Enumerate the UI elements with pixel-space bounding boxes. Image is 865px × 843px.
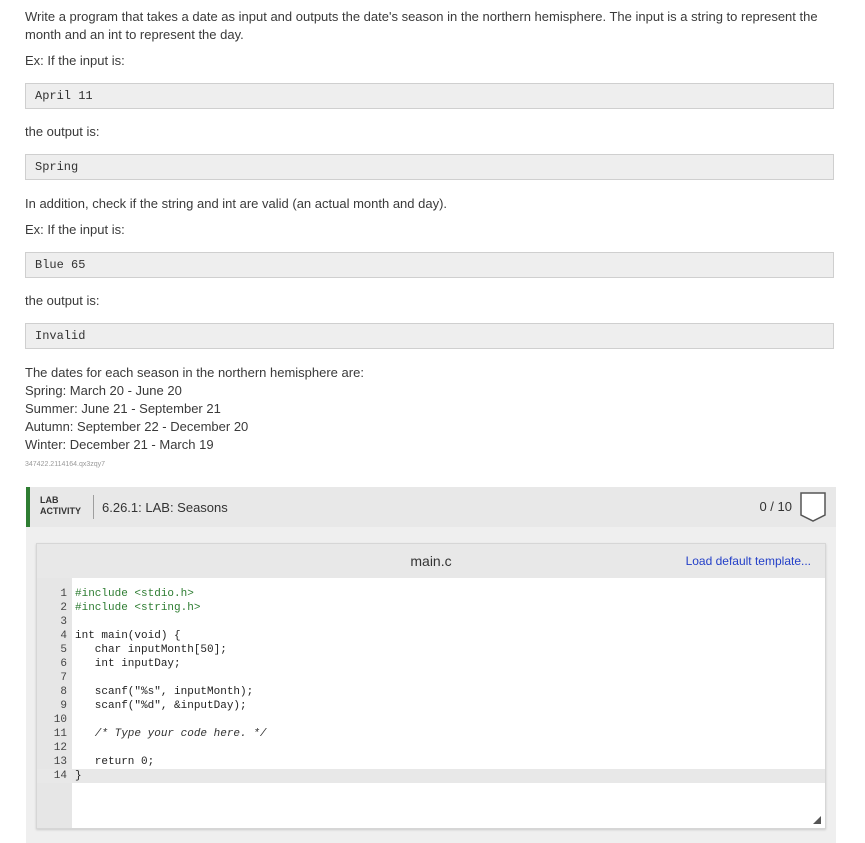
- example-1-output: Spring: [25, 154, 834, 180]
- file-name: main.c: [410, 553, 452, 569]
- code-line[interactable]: [37, 685, 825, 699]
- line-number: 12: [53, 742, 67, 754]
- example-1-output-label: the output is:: [25, 124, 100, 139]
- line-number: 3: [60, 616, 67, 628]
- code-line[interactable]: [37, 741, 825, 755]
- lab-header: [26, 487, 836, 527]
- code-text: char inputMonth[50];: [75, 644, 227, 656]
- code-text: scanf("%d", &inputDay);: [75, 700, 247, 712]
- score-badge-icon: [800, 492, 826, 522]
- code-line[interactable]: [37, 643, 825, 657]
- resize-handle-icon[interactable]: [813, 816, 821, 824]
- code-line[interactable]: [37, 657, 825, 671]
- lab-activity: [26, 487, 836, 843]
- code-line-active[interactable]: [37, 769, 825, 783]
- lab-activity-tag: [40, 495, 81, 517]
- lab-score: 0 / 10: [759, 499, 792, 514]
- intro-line-2: month and an int to represent the day.: [25, 27, 244, 42]
- lab-tag-line-2: ACTIVITY: [40, 506, 82, 516]
- example-2-output: Invalid: [25, 323, 834, 349]
- code-text: return 0;: [75, 756, 155, 768]
- code-line[interactable]: [37, 699, 825, 713]
- line-number: 13: [53, 756, 67, 768]
- line-number: 1: [60, 588, 67, 600]
- line-number: 4: [60, 630, 67, 642]
- line-number: 7: [60, 672, 67, 684]
- validity-text: In addition, check if the string and int are valid (an actual month and day).: [25, 196, 448, 211]
- example-2-input: Blue 65: [25, 252, 834, 278]
- code-line[interactable]: [37, 671, 825, 685]
- code-comment: /* Type your code here. */: [75, 728, 267, 740]
- seasons-block: [25, 364, 835, 454]
- example-2-output-label: the output is:: [25, 293, 100, 308]
- line-number: 2: [60, 602, 67, 614]
- line-number: 14: [53, 770, 67, 782]
- code-line[interactable]: [37, 615, 825, 629]
- example-1-label: Ex: If the input is:: [25, 53, 125, 68]
- code-lines[interactable]: [37, 587, 825, 783]
- code-line[interactable]: [37, 713, 825, 727]
- code-line[interactable]: [37, 727, 825, 741]
- load-default-template-link[interactable]: Load default template...: [685, 554, 811, 568]
- season-autumn: Autumn: September 22 - December 20: [25, 419, 249, 434]
- code-text: #include <string.h>: [75, 602, 201, 614]
- season-winter: Winter: December 21 - March 19: [25, 437, 214, 452]
- intro-line-1: Write a program that takes a date as input and outputs the date's season in the northern hemisphere. The input is a string to represent the: [25, 9, 818, 24]
- seasons-heading: The dates for each season in the northern hemisphere are:: [25, 365, 364, 380]
- code-text: #include <stdio.h>: [75, 588, 194, 600]
- editor-toolbar: [37, 544, 825, 578]
- line-number: 10: [53, 714, 67, 726]
- example-2-label: Ex: If the input is:: [25, 222, 125, 237]
- code-editor[interactable]: [36, 543, 826, 829]
- header-divider: [93, 495, 94, 519]
- line-number: 11: [53, 728, 67, 740]
- line-number: 8: [60, 686, 67, 698]
- activity-id: 347422.2114164.qx3zqy7: [25, 461, 106, 468]
- code-line[interactable]: [37, 601, 825, 615]
- season-summer: Summer: June 21 - September 21: [25, 401, 221, 416]
- lab-title: 6.26.1: LAB: Seasons: [102, 500, 228, 515]
- season-spring: Spring: March 20 - June 20: [25, 383, 182, 398]
- line-number: 6: [60, 658, 67, 670]
- example-1-input: April 11: [25, 83, 834, 109]
- code-text: }: [75, 770, 82, 782]
- code-text: int inputDay;: [75, 658, 181, 670]
- code-text: scanf("%s", inputMonth);: [75, 686, 254, 698]
- code-line[interactable]: [37, 629, 825, 643]
- code-line[interactable]: [37, 755, 825, 769]
- lab-tag-line-1: LAB: [40, 495, 59, 505]
- line-number: 9: [60, 700, 67, 712]
- code-line[interactable]: [37, 587, 825, 601]
- problem-intro: [25, 8, 835, 44]
- code-text: int main(void) {: [75, 630, 181, 642]
- line-number: 5: [60, 644, 67, 656]
